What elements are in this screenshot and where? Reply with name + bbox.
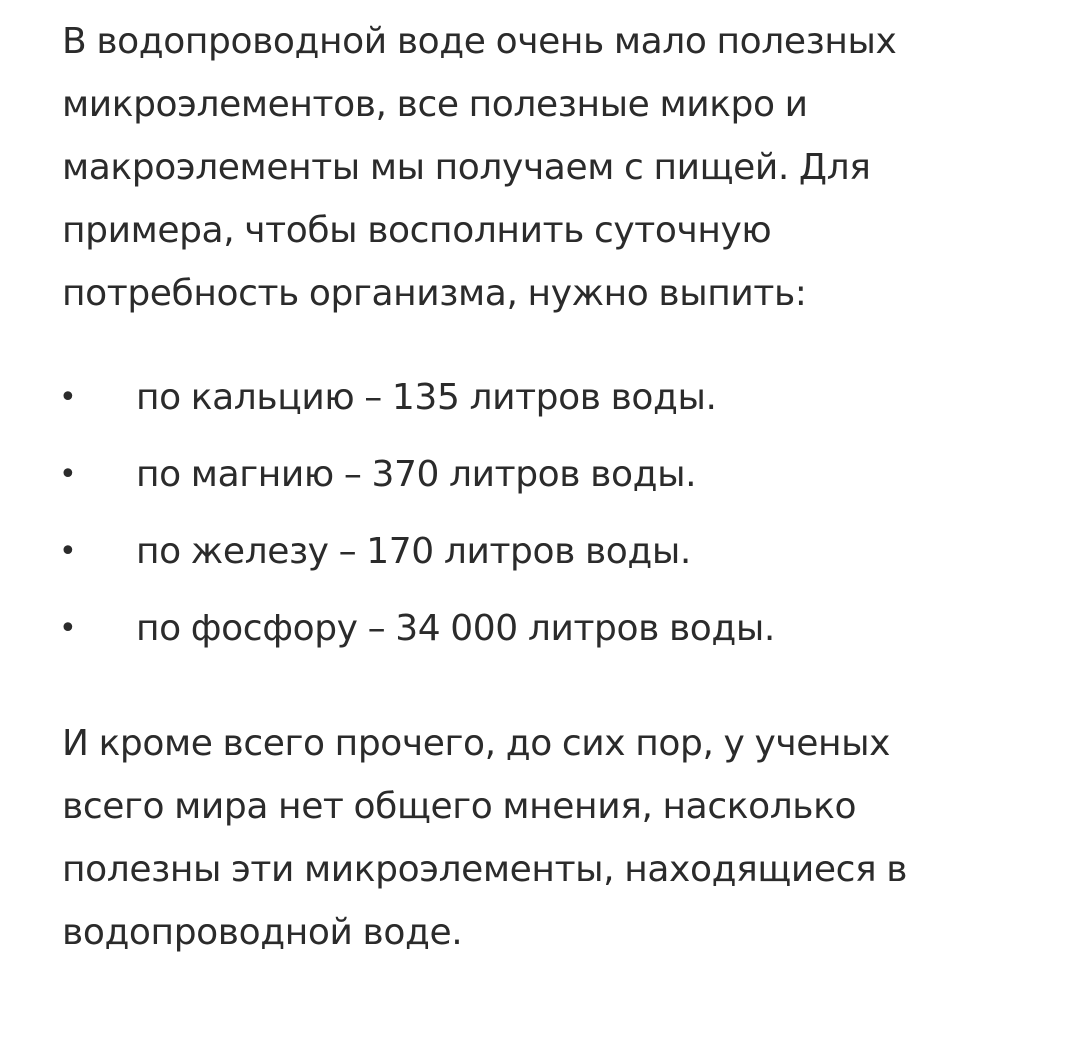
list-item-text: по магнию – 370 литров воды. [136, 454, 697, 495]
intro-paragraph [62, 10, 1052, 325]
list-item [59, 597, 1052, 674]
list-item-text: по фосфору – 34 000 литров воды. [136, 608, 775, 649]
bullet-icon: • [59, 534, 77, 569]
intro-line: В водопроводной воде очень мало полезных [62, 21, 897, 62]
conclusion-line: всего мира нет общего мнения, насколько [62, 786, 857, 827]
conclusion-line: полезны эти микроэлементы, находящиеся в [62, 849, 908, 890]
bullet-icon: • [59, 380, 77, 415]
list-item [59, 443, 1052, 520]
intro-line: примера, чтобы восполнить суточную [62, 210, 772, 251]
list-item [59, 520, 1052, 597]
intro-line: потребность организма, нужно выпить: [62, 273, 807, 314]
conclusion-paragraph [62, 712, 1052, 964]
article-body [59, 10, 1052, 953]
bullet-icon: • [59, 457, 77, 492]
conclusion-line: водопроводной воде. [62, 912, 463, 953]
bullet-icon: • [59, 611, 77, 646]
conclusion-line: И кроме всего прочего, до сих пор, у ученых [62, 723, 891, 764]
list-item-text: по кальцию – 135 литров воды. [136, 377, 717, 418]
intro-line: макроэлементы мы получаем с пищей. Для [62, 147, 871, 188]
water-volume-list [59, 366, 1052, 674]
intro-line: микроэлементов, все полезные микро и [62, 84, 808, 125]
list-item-text: по железу – 170 литров воды. [136, 531, 691, 572]
list-item [59, 366, 1052, 443]
